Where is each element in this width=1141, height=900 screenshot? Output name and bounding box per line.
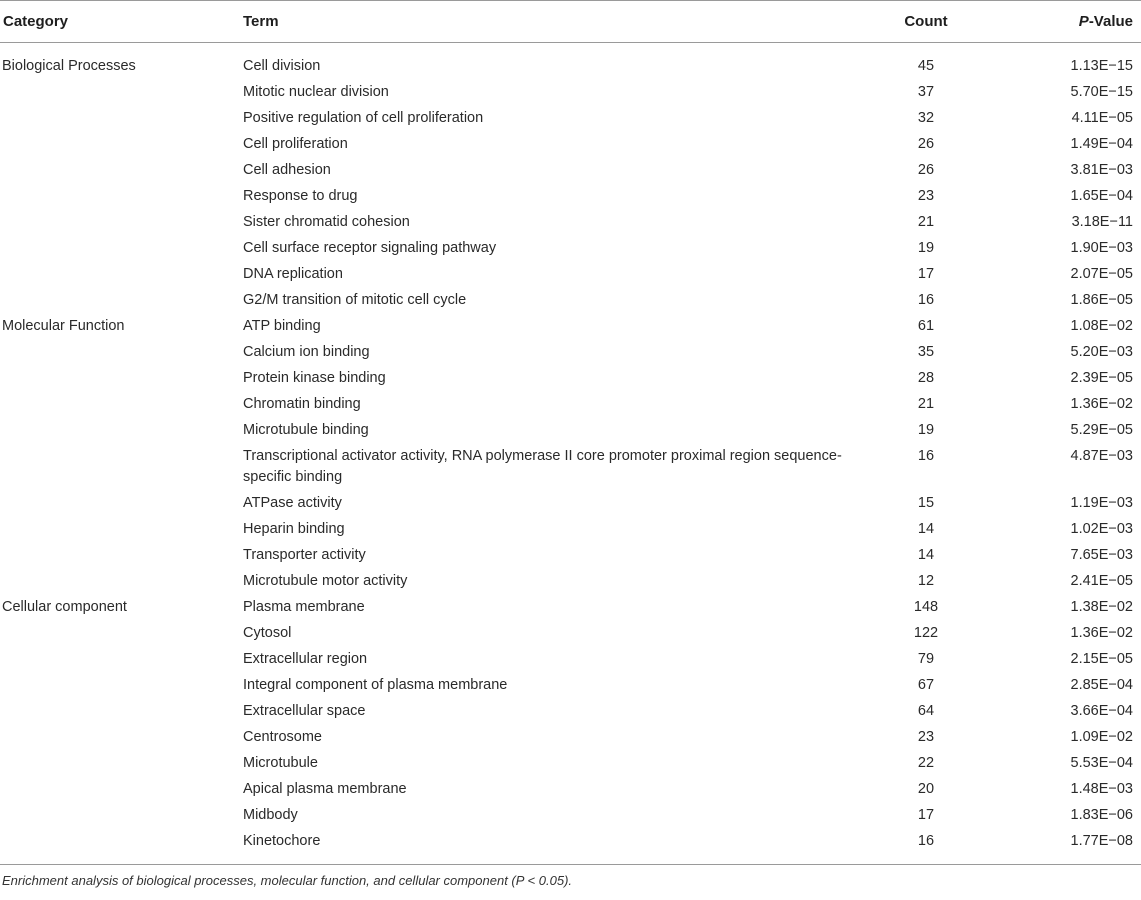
- cell-category: [0, 80, 243, 106]
- cell-count: 22: [917, 755, 935, 771]
- table-footnote: Enrichment analysis of biological processes, molecular function, and cellular component (P < 0.05).: [2, 873, 573, 888]
- table-row: [0, 751, 1141, 777]
- cell-pvalue: 2.15E−05: [1070, 651, 1133, 667]
- cell-term: Cell adhesion: [243, 162, 331, 178]
- cell-pvalue: 1.08E−02: [1070, 318, 1133, 334]
- table-row: [0, 418, 1141, 444]
- table-row: [0, 106, 1141, 132]
- cell-count: 23: [917, 188, 935, 204]
- cell-pvalue: 1.09E−02: [1070, 729, 1133, 745]
- cell-count: 122: [913, 625, 939, 641]
- cell-pvalue: 3.81E−03: [1070, 162, 1133, 178]
- cell-term: Sister chromatid cohesion: [243, 214, 410, 230]
- cell-term: Cell division: [243, 58, 321, 74]
- cell-category: [0, 158, 243, 184]
- cell-term: Cytosol: [243, 625, 292, 641]
- cell-count: 32: [917, 110, 935, 126]
- cell-category: [0, 132, 243, 158]
- cell-term: ATPase activity: [243, 495, 342, 511]
- cell-pvalue: 1.86E−05: [1070, 292, 1133, 308]
- cell-category: [0, 777, 243, 803]
- cell-term: Microtubule binding: [243, 422, 369, 438]
- cell-category: Molecular Function: [2, 318, 125, 334]
- cell-count: 19: [917, 240, 935, 256]
- table-row: [0, 543, 1141, 569]
- table-row: [0, 444, 1141, 491]
- table-row: [0, 595, 1141, 621]
- cell-category: [0, 517, 243, 543]
- cell-count: 37: [917, 84, 935, 100]
- cell-category: [0, 829, 243, 865]
- table-row: [0, 158, 1141, 184]
- cell-count: 67: [917, 677, 935, 693]
- table-row: [0, 288, 1141, 314]
- cell-pvalue: 1.90E−03: [1070, 240, 1133, 256]
- cell-count: 26: [917, 136, 935, 152]
- cell-term: Extracellular space: [243, 703, 366, 719]
- cell-pvalue: 2.85E−04: [1070, 677, 1133, 693]
- header-pvalue: [1001, 1, 1141, 43]
- cell-term: Response to drug: [243, 188, 358, 204]
- cell-pvalue: 3.18E−11: [1071, 214, 1133, 230]
- cell-term: ATP binding: [243, 318, 321, 334]
- header-category: Category: [0, 1, 243, 43]
- cell-pvalue: 2.39E−05: [1070, 370, 1133, 386]
- cell-pvalue: 1.19E−03: [1070, 495, 1133, 511]
- cell-term: Protein kinase binding: [243, 370, 386, 386]
- cell-category: [0, 236, 243, 262]
- cell-count: 14: [917, 547, 935, 563]
- cell-pvalue: 5.20E−03: [1070, 344, 1133, 360]
- table-row: [0, 647, 1141, 673]
- table-row: [0, 132, 1141, 158]
- cell-count: 148: [913, 599, 939, 615]
- cell-count: 12: [917, 573, 935, 589]
- cell-pvalue: 1.36E−02: [1070, 625, 1133, 641]
- cell-category: [0, 673, 243, 699]
- cell-term: Apical plasma membrane: [243, 781, 407, 797]
- cell-count: 61: [917, 318, 935, 334]
- table-row: [0, 621, 1141, 647]
- cell-count: 28: [917, 370, 935, 386]
- cell-category: [0, 288, 243, 314]
- cell-count: 16: [917, 448, 935, 464]
- cell-pvalue: 1.83E−06: [1070, 807, 1133, 823]
- table-row: [0, 673, 1141, 699]
- cell-term: Transcriptional activator activity, RNA polymerase II core promoter proximal region sequence-specific binding: [243, 448, 842, 485]
- cell-count: 17: [917, 266, 935, 282]
- cell-term: Plasma membrane: [243, 599, 365, 615]
- cell-term: Cell proliferation: [243, 136, 348, 152]
- cell-count: 15: [917, 495, 935, 511]
- table-row: [0, 725, 1141, 751]
- cell-category: [0, 106, 243, 132]
- cell-term: Microtubule: [243, 755, 318, 771]
- table-row: [0, 491, 1141, 517]
- cell-pvalue: 5.53E−04: [1070, 755, 1133, 771]
- cell-pvalue: 4.87E−03: [1070, 448, 1133, 464]
- cell-category: [0, 621, 243, 647]
- cell-term: Positive regulation of cell proliferation: [243, 110, 484, 126]
- cell-category: Biological Processes: [2, 58, 136, 74]
- table-body: [0, 43, 1141, 865]
- cell-pvalue: 5.70E−15: [1070, 84, 1133, 100]
- cell-category: [0, 725, 243, 751]
- cell-count: 20: [917, 781, 935, 797]
- cell-term: Microtubule motor activity: [243, 573, 408, 589]
- cell-term: Calcium ion binding: [243, 344, 370, 360]
- cell-pvalue: 3.66E−04: [1070, 703, 1133, 719]
- cell-term: Chromatin binding: [243, 396, 361, 412]
- cell-pvalue: 2.41E−05: [1070, 573, 1133, 589]
- cell-count: 45: [917, 58, 935, 74]
- table-row: [0, 184, 1141, 210]
- table-row: [0, 392, 1141, 418]
- cell-count: 79: [917, 651, 935, 667]
- cell-pvalue: 7.65E−03: [1070, 547, 1133, 563]
- cell-term: Midbody: [243, 807, 298, 823]
- cell-pvalue: 1.36E−02: [1070, 396, 1133, 412]
- cell-pvalue: 1.13E−15: [1070, 58, 1133, 74]
- header-pvalue-suffix: -Value: [1088, 13, 1133, 30]
- table-row: [0, 80, 1141, 106]
- cell-category: [0, 184, 243, 210]
- cell-term: Transporter activity: [243, 547, 366, 563]
- cell-term: Mitotic nuclear division: [243, 84, 389, 100]
- cell-term: DNA replication: [243, 266, 343, 282]
- cell-pvalue: 1.48E−03: [1070, 781, 1133, 797]
- cell-category: [0, 699, 243, 725]
- table-row: [0, 829, 1141, 865]
- cell-category: [0, 491, 243, 517]
- cell-term: Cell surface receptor signaling pathway: [243, 240, 497, 256]
- cell-pvalue: 4.11E−05: [1071, 110, 1133, 126]
- cell-category: [0, 418, 243, 444]
- cell-pvalue: 1.38E−02: [1070, 599, 1133, 615]
- cell-count: 23: [917, 729, 935, 745]
- cell-category: [0, 751, 243, 777]
- table-row: [0, 517, 1141, 543]
- cell-category: [0, 366, 243, 392]
- table-row: [0, 262, 1141, 288]
- table-row: [0, 314, 1141, 340]
- header-count: Count: [851, 1, 1001, 43]
- cell-count: 14: [917, 521, 935, 537]
- cell-count: 16: [851, 829, 1001, 865]
- cell-category: [0, 569, 243, 595]
- table-row: [0, 340, 1141, 366]
- table-row: [0, 569, 1141, 595]
- cell-count: 21: [917, 214, 935, 230]
- cell-pvalue: 1.65E−04: [1070, 188, 1133, 204]
- cell-term: Kinetochore: [243, 829, 851, 865]
- table-row: [0, 699, 1141, 725]
- cell-count: 21: [917, 396, 935, 412]
- cell-category: [0, 392, 243, 418]
- cell-category: [0, 262, 243, 288]
- cell-term: Extracellular region: [243, 651, 368, 667]
- table-row: [0, 777, 1141, 803]
- cell-term: Centrosome: [243, 729, 322, 745]
- cell-count: 26: [917, 162, 935, 178]
- cell-pvalue: 1.49E−04: [1070, 136, 1133, 152]
- table-header-row: [0, 1, 1141, 43]
- cell-pvalue: 5.29E−05: [1070, 422, 1133, 438]
- header-pvalue-prefix: P: [1078, 13, 1089, 30]
- cell-pvalue: 2.07E−05: [1070, 266, 1133, 282]
- cell-category: [0, 340, 243, 366]
- cell-category: Cellular component: [2, 599, 127, 615]
- cell-term: Heparin binding: [243, 521, 345, 537]
- cell-category: [0, 803, 243, 829]
- cell-count: 16: [917, 292, 935, 308]
- cell-pvalue: 1.02E−03: [1070, 521, 1133, 537]
- cell-count: 64: [917, 703, 935, 719]
- cell-category: [0, 543, 243, 569]
- table-row: [0, 803, 1141, 829]
- cell-count: 19: [917, 422, 935, 438]
- cell-category: [0, 647, 243, 673]
- table-row: [0, 43, 1141, 81]
- cell-term: G2/M transition of mitotic cell cycle: [243, 292, 467, 308]
- cell-pvalue: 1.77E−08: [1001, 829, 1141, 865]
- cell-category: [0, 444, 243, 491]
- table-row: [0, 236, 1141, 262]
- cell-category: [0, 210, 243, 236]
- cell-count: 35: [917, 344, 935, 360]
- cell-term: Integral component of plasma membrane: [243, 677, 508, 693]
- cell-count: 17: [917, 807, 935, 823]
- table-row: [0, 366, 1141, 392]
- table-row: [0, 210, 1141, 236]
- header-term: Term: [243, 1, 851, 43]
